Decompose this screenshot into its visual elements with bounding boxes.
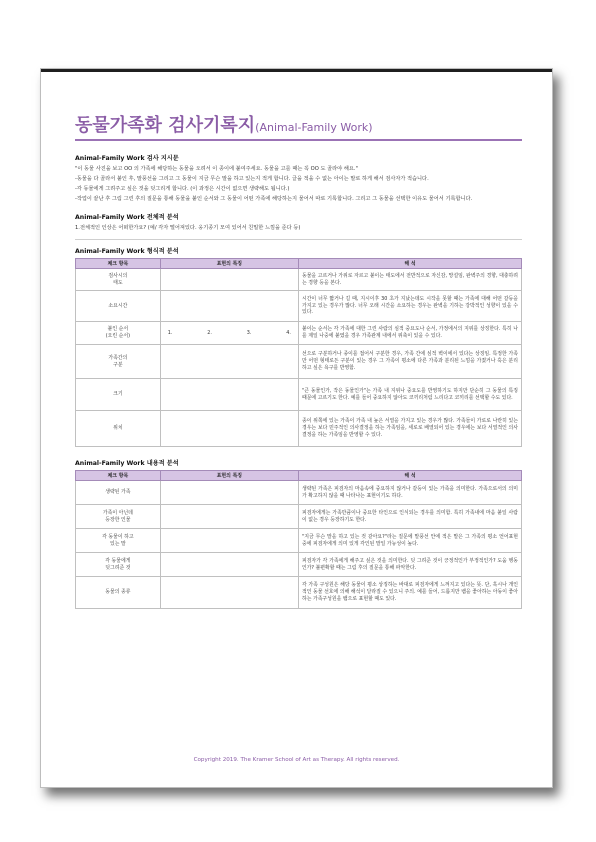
row-interpretation: "지금 무슨 말을 하고 있는 것 같아요?"라는 질문에 말풍선 안에 적은 말은 그 가족의 평소 언어표현 중에 피검자에게 의미 있게 각인된 말일 가능성이 높다.: [298, 529, 521, 553]
order-number: 2.: [207, 329, 212, 336]
table-header-row: [76, 471, 522, 481]
copyright-text: Copyright 2019. The Kramer School of Art as Therapy. All rights reserved.: [193, 757, 400, 763]
table-row: [76, 577, 522, 609]
row-interpretation: 종이 위쪽에 있는 가족이 가족 내 높은 서열을 가지고 있는 경우가 많다. 가족들이 가로로 나란히 있는 경우는 보다 민주적인 의사결정을 하는 가족임을, 세로로 배열되어 있는 경우에는 보다 서열적인 의사결정을 하는 가족임을 반영할 수 있다.: [298, 411, 521, 447]
row-label: 소요시간: [76, 291, 161, 322]
row-label: 붙인 순서 (오린 순서): [76, 322, 161, 345]
feature-entry-cell[interactable]: [160, 481, 298, 505]
overall-heading: Animal-Family Work 전체적 분석: [75, 214, 179, 221]
row-interpretation: 선으로 구분하거나 종이를 접어서 구분한 경우, 가족 간에 심적 벽이에서 있다는 상징임. 특정한 가족만 어떤 형태로든 구분이 있는 경우 그 가족이 평소에 다른 가족과 분리된 느낌을 가졌거나 혹은 분리하고 싶은 욕구를 반영함.: [298, 345, 521, 379]
row-interpretation: 동물을 고르거나 가위로 자르고 붙이는 태도에서 전반적으로 자신감, 망설임, 완벽주의 경향, 대충하려는 경향 등을 본다.: [298, 269, 521, 291]
row-label: 크기: [76, 379, 161, 411]
table-row: [76, 322, 522, 345]
order-number: 4.: [286, 329, 291, 336]
title-sub: (Animal-Family Work): [255, 121, 373, 134]
feature-entry-cell[interactable]: [160, 345, 298, 379]
col-check-item: 체크 항목: [76, 259, 161, 269]
row-label: 생략된 가족: [76, 481, 161, 505]
row-label: 가족간의 구분: [76, 345, 161, 379]
title-rule: [75, 139, 522, 141]
row-label: 각 동물이 하고 있는 말: [76, 529, 161, 553]
divider: [75, 239, 522, 240]
instruction-item: -각 동물에게 그려주고 싶은 것을 덧그리게 합니다. (이 과정은 시간이 없으면 생략해도 됩니다.): [75, 186, 290, 192]
order-numbers: [164, 330, 295, 337]
feature-entry-cell[interactable]: [160, 379, 298, 411]
row-interpretation: 생략된 가족은 피검자의 마음속에 중요하지 않거나 갈등이 있는 가족을 의미한다. 가족으로서의 의미가 확고하지 않을 때 나타나는 표현이기도 하다.: [298, 481, 521, 505]
feature-entry-cell[interactable]: [160, 505, 298, 529]
table-row: [76, 269, 522, 291]
feature-entry-cell[interactable]: [160, 577, 298, 609]
table-row: [76, 291, 522, 322]
feature-entry-cell[interactable]: [160, 411, 298, 447]
row-interpretation: 피검자에게는 가족만큼이나 중요한 타인으로 인식되는 경우를 의미함. 특히 가족내에 마음 붙일 사람이 없는 경우 등장하기도 한다.: [298, 505, 521, 529]
row-label: 가족이 아닌데 등장한 인물: [76, 505, 161, 529]
order-number: 3.: [246, 329, 252, 336]
row-interpretation: 붙이는 순서는 각 가족에 대한 그린 사람의 심적 중요도나 순서, 가정에서의 지위를 상징한다. 특히 나를 제일 나중에 붙였을 경우 가족관계 내에서 위축이 있을 수 있다.: [298, 322, 521, 345]
row-label: 각 동물에게 덧그려준 것: [76, 553, 161, 577]
order-number: 1.: [167, 329, 173, 336]
order-entry-cell[interactable]: [160, 322, 298, 345]
col-interpretation: 해 석: [298, 259, 521, 269]
instructions-heading: Animal-Family Work 검사 지시문: [75, 155, 179, 162]
row-label: 위치: [76, 411, 161, 447]
table-row: [76, 379, 522, 411]
row-interpretation: 시간이 너무 짧거나 길 때, 지시이후 30 초가 지났는데도 시작을 못할 때는 가족에 대해 어떤 갈등을 가지고 있는 경우가 많다. 너무 오래 시간을 소요하는 경우는 완벽을 기하는 강박적인 성향이 있을 수 있다.: [298, 291, 521, 322]
table-row: [76, 411, 522, 447]
instructions-quote: "이 동물 사진을 보고 OO 의 가족에 해당하는 동물을 오려서 이 종이에 붙여주세요. 동물을 고를 때는 꼭 OO 도 골라야 해요.": [75, 166, 358, 172]
col-check-item: 체크 항목: [76, 471, 161, 481]
feature-entry-cell[interactable]: [160, 529, 298, 553]
content-analysis-table: [75, 470, 522, 609]
col-feature: 표현의 특징: [160, 259, 298, 269]
table-row: [76, 345, 522, 379]
formal-analysis-table: [75, 258, 522, 447]
formal-heading: Animal-Family Work 형식적 분석: [75, 248, 179, 255]
feature-entry-cell[interactable]: [160, 269, 298, 291]
table-row: [76, 529, 522, 553]
overall-question: 1.전체적인 인상은 어떠한가요? (예/ 각자 떨어져있다. 옹기종기 모여 있어서 친밀한 느낌을 준다 등): [75, 225, 301, 231]
row-interpretation: 각 가족 구성원은 해당 동물이 평소 상징하는 바대로 피검자에게 느껴지고 있다는 뜻. 단, 혹시나 개인적인 동물 선호에 의해 해석이 달라질 수 있으니 주의. 예를 들어, 드롭지만 뱀을 좋아하는 아동이 좋아하는 가족구성원을 뱀으로 표현할 때도 있다.: [298, 577, 521, 609]
table-row: [76, 553, 522, 577]
row-interpretation: "큰 동물인가, 작은 동물인가"는 가족 내 지위나 중요도를 반영하기도 하지만 단순히 그 동물의 특징 때문에 고르기도 한다. 예를 들어 중요하지 않아도 코끼리처럼 느리다고 코끼리를 선택할 수도 있다.: [298, 379, 521, 411]
top-rule: [41, 69, 552, 72]
row-interpretation: 피검자가 각 가족에게 해주고 싶은 것을 의미한다. 덧 그려준 것이 긍정적인가 부정적인가? 도움 행동인가? 불편확할 때는 그림 후의 질문을 통해 파악한다.: [298, 553, 521, 577]
col-feature: 표현의 특징: [160, 471, 298, 481]
table-header-row: [76, 259, 522, 269]
content: [75, 147, 522, 609]
content-heading: Animal-Family Work 내용적 분석: [75, 460, 179, 467]
instruction-item: -작업이 끝난 후 그림 그린 후의 질문을 통해 동물을 붙인 순서와 그 동물이 어떤 가족에 해당하는지 물어서 따로 기록합니다. 그리고 그 동물을 선택한 이유도 물어서 기록합니다.: [75, 196, 473, 202]
table-row: [76, 505, 522, 529]
record-sheet: [40, 68, 553, 788]
page-title: [75, 111, 373, 137]
instruction-item: -동물을 다 골라서 붙인 후, 말풍선을 그리고 그 동물이 지금 무슨 말을 하고 있는지 적게 합니다. 글을 적을 수 없는 아이는 말로 하게 해서 검사자가 적습니다.: [75, 176, 429, 182]
row-label: 검사시의 태도: [76, 269, 161, 291]
title-main: 동물가족화 검사기록지: [75, 115, 256, 136]
feature-entry-cell[interactable]: [160, 553, 298, 577]
feature-entry-cell[interactable]: [160, 291, 298, 322]
col-interpretation: 해 석: [298, 471, 521, 481]
row-label: 동물의 종류: [76, 577, 161, 609]
table-row: [76, 481, 522, 505]
